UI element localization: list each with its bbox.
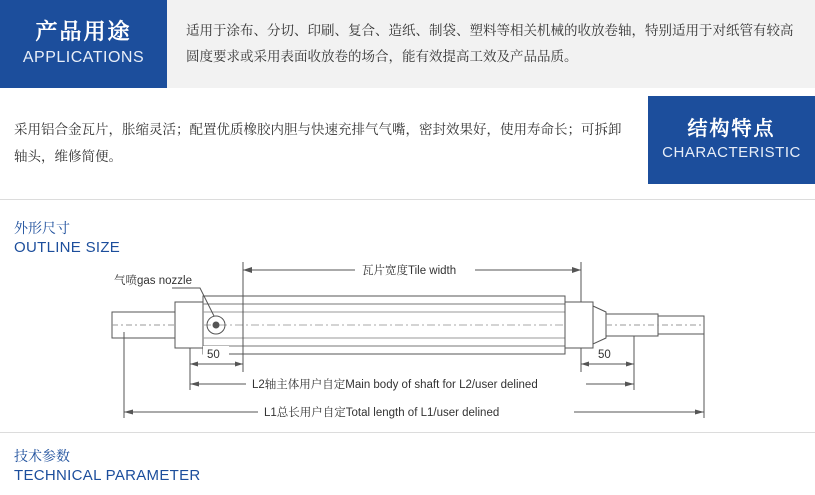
gas-nozzle-label: 气喷gas nozzle	[114, 275, 192, 287]
shaft-drawing-svg	[0, 240, 815, 430]
characteristic-text: 采用铝合金瓦片，胀缩灵活；配置优质橡胶内胆与快速充排气气嘴，密封效果好，使用寿命长；可拆卸轴头，维修简便。	[14, 122, 622, 164]
tile-width-label: 瓦片宽度Tile width	[362, 265, 457, 277]
divider-bottom	[0, 432, 815, 433]
right-50-label: 50	[598, 349, 611, 361]
l2-label: L2轴主体用户自定Main body of shaft for L2/user delined	[252, 379, 538, 391]
left-50-arrow-b	[235, 362, 243, 367]
l1-arrow-left	[124, 410, 133, 415]
outline-size-title-en: OUTLINE SIZE	[14, 239, 121, 256]
applications-title-en: APPLICATIONS	[22, 48, 145, 66]
right-collar	[565, 302, 593, 348]
left-50-label: 50	[207, 349, 220, 361]
left-collar	[175, 302, 203, 348]
applications-tag	[0, 0, 167, 88]
tile-width-arrow-left	[243, 267, 252, 273]
divider-top	[0, 199, 815, 200]
l1-label: L1总长用户自定Total length of L1/user delined	[264, 407, 500, 419]
tile-width-arrow-right	[572, 267, 581, 273]
right-50-arrow-a	[581, 362, 589, 367]
shaft-drawing	[0, 240, 815, 430]
technical-parameter-title-cn: 技术参数	[14, 448, 70, 464]
right-taper	[593, 306, 606, 344]
technical-parameter-title-en: TECHNICAL PARAMETER	[14, 467, 201, 484]
gas-nozzle-inner	[213, 322, 220, 329]
l2-arrow-right	[625, 382, 634, 387]
applications-section	[0, 0, 815, 88]
l2-arrow-left	[190, 382, 199, 387]
outline-size-title-cn: 外形尺寸	[14, 220, 70, 236]
technical-parameter-heading	[14, 446, 201, 486]
right-50-arrow-b	[626, 362, 634, 367]
left-50-arrow-a	[190, 362, 198, 367]
applications-text: 适用于涂布、分切、印刷、复合、造纸、制袋、塑料等相关机械的收放卷轴，特别适用于对纸管有较高圆度要求或采用表面收放卷的场合，能有效提高工效及产品品质。	[186, 23, 794, 64]
characteristic-title-en: CHARACTERISTIC	[662, 144, 801, 162]
l1-arrow-right	[695, 410, 704, 415]
applications-title-cn: 产品用途	[35, 19, 132, 45]
characteristic-tag	[648, 96, 815, 184]
characteristic-title-cn: 结构特点	[687, 118, 776, 141]
